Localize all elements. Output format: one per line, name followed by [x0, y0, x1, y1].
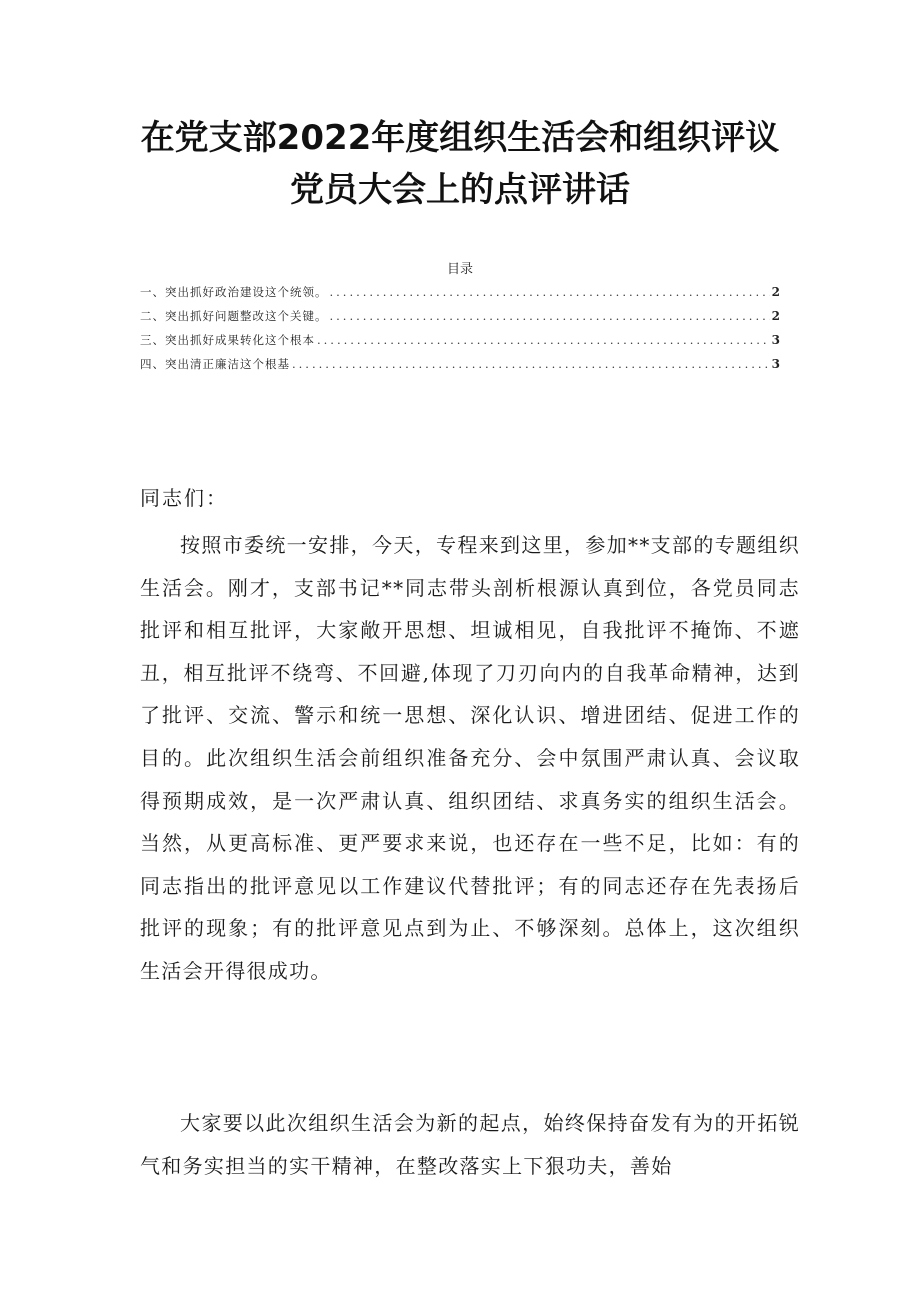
- toc-leader-dots: [317, 333, 770, 347]
- toc-item-label: 二、突出抓好问题整改这个关键。: [140, 309, 328, 323]
- toc-item[interactable]: [140, 308, 780, 332]
- toc-item[interactable]: [140, 356, 780, 380]
- table-of-contents: [140, 284, 780, 380]
- body-paragraph: 大家要以此次组织生活会为新的起点，始终保持奋发有为的开拓锐气和务实担当的实干精神，在整改落实上下狠功夫，善始: [140, 1111, 800, 1178]
- greeting: 同志们：: [140, 486, 228, 510]
- body-paragraph: 按照市委统一安排，今天，专程来到这里，参加**支部的专题组织生活会。刚才，支部书记**同志带头剖析根源认真到位，各党员同志批评和相互批评，大家敞开思想、坦诚相见，自我批评不掩饰、不遮丑，相互批评不绕弯、不回避,体现了刀刃向内的自我革命精神，达到了批评、交流、警示和统一思想、深化认识、增进团结、促进工作的目的。此次组织生活会前组织准备充分、会中氛围严肃认真、会议取得预期成效，是一次严肃认真、组织团结、求真务实的组织生活会。当然，从更高标准、更严要求来说，也还存在一些不足，比如：有的同志指出的批评意见以工作建议代替批评；有的同志还存在先表扬后批评的现象；有的批评意见点到为止、不够深刻。总体上，这次组织生活会开得很成功。: [140, 533, 800, 983]
- toc-item-page: 2: [771, 285, 780, 299]
- toc-item[interactable]: [140, 332, 780, 356]
- toc-heading: 目录: [446, 262, 473, 277]
- toc-item-label: 三、突出抓好成果转化这个根本: [140, 333, 315, 347]
- document-title-line-1: 在党支部2022年度组织生活会和组织评议: [140, 118, 780, 158]
- toc-leader-dots: [330, 285, 770, 299]
- toc-item-label: 一、突出抓好政治建设这个统领。: [140, 285, 328, 299]
- toc-item[interactable]: [140, 284, 780, 308]
- toc-item-page: 3: [771, 333, 780, 347]
- toc-item-label: 四、突出清正廉洁这个根基: [140, 357, 290, 371]
- toc-item-page: 3: [771, 357, 780, 371]
- document-title-line-2: 党员大会上的点评讲话: [290, 170, 630, 210]
- toc-leader-dots: [292, 357, 770, 371]
- toc-leader-dots: [330, 309, 770, 323]
- toc-item-page: 2: [771, 309, 780, 323]
